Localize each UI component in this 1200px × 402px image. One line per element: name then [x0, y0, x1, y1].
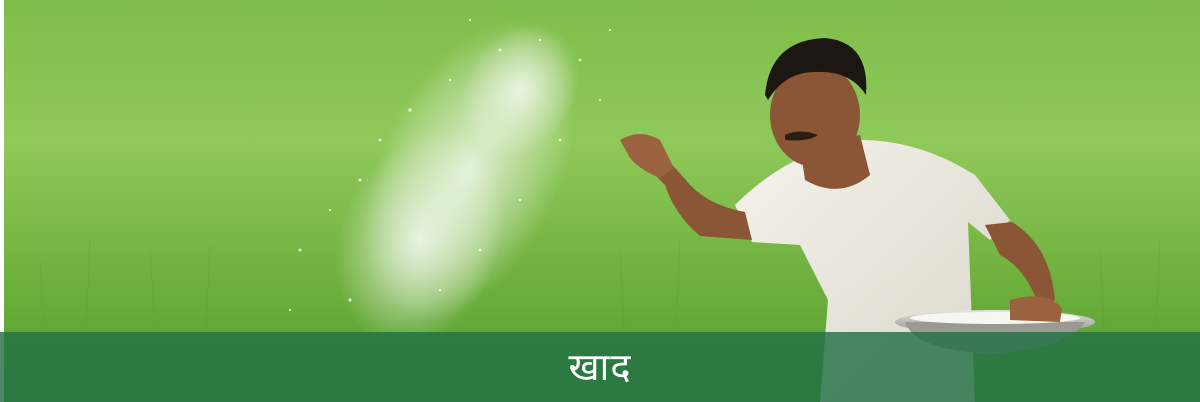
caption-title: खाद	[568, 345, 632, 389]
caption-bar	[0, 332, 1200, 402]
